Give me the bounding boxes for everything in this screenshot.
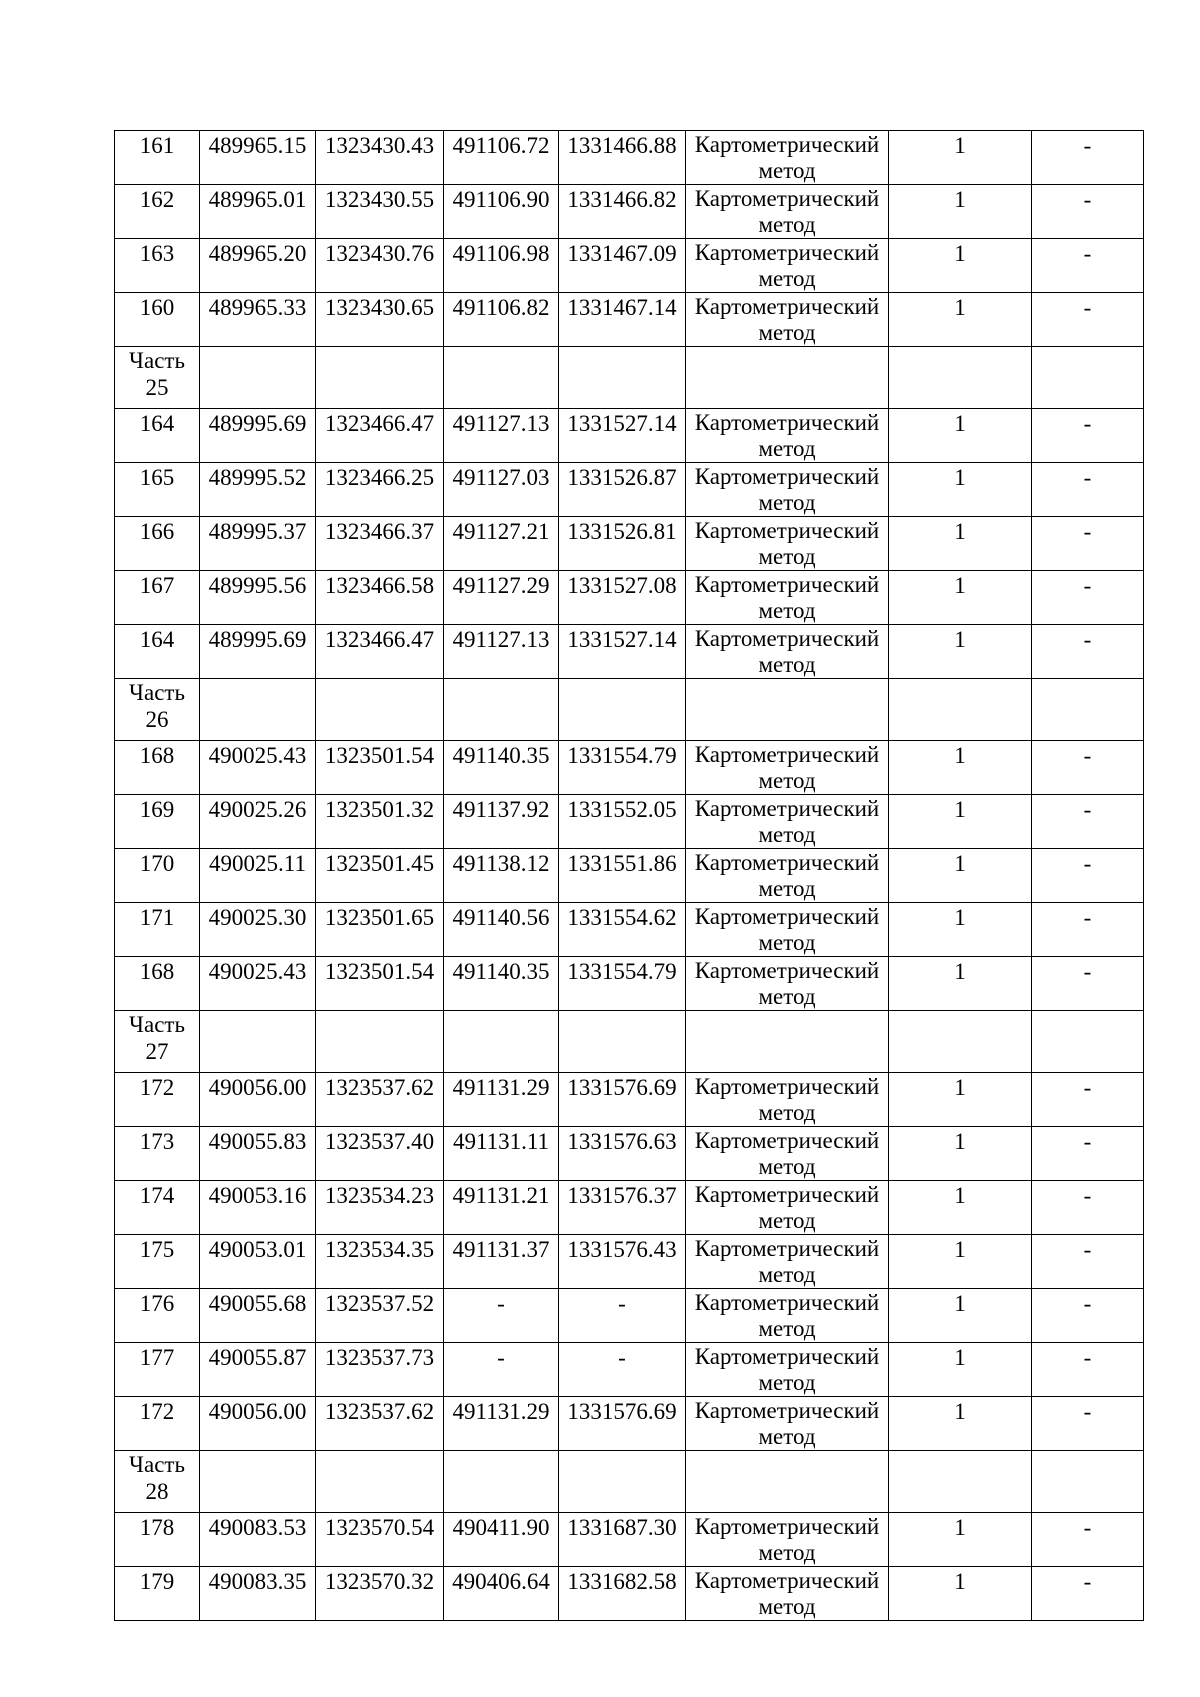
- point-number-cell: 168: [115, 957, 200, 1011]
- x-old-cell: 490025.43: [200, 741, 316, 795]
- method-cell: Картометрический метод: [686, 1235, 889, 1289]
- empty-cell: [200, 1011, 316, 1073]
- table-row: [115, 293, 1144, 347]
- point-number-cell: 168: [115, 741, 200, 795]
- empty-cell: [686, 1451, 889, 1513]
- method-cell: Картометрический метод: [686, 1397, 889, 1451]
- method-cell: Картометрический метод: [686, 1567, 889, 1621]
- x-old-cell: 489995.52: [200, 463, 316, 517]
- x-new-cell: 491131.37: [444, 1235, 559, 1289]
- table-row: [115, 463, 1144, 517]
- table-body: [115, 131, 1144, 1621]
- method-cell: Картометрический метод: [686, 1181, 889, 1235]
- point-number-cell: 179: [115, 1567, 200, 1621]
- method-cell: Картометрический метод: [686, 239, 889, 293]
- part-header-row: [115, 1011, 1144, 1073]
- part-header-row: [115, 347, 1144, 409]
- part-label-cell: [115, 347, 200, 409]
- y-new-cell: 1331554.62: [559, 903, 686, 957]
- accuracy-cell: 1: [889, 903, 1032, 957]
- table-row: [115, 131, 1144, 185]
- method-cell: Картометрический метод: [686, 131, 889, 185]
- y-new-cell: 1331551.86: [559, 849, 686, 903]
- note-cell: -: [1032, 1181, 1144, 1235]
- x-old-cell: 489965.20: [200, 239, 316, 293]
- x-new-cell: 491106.82: [444, 293, 559, 347]
- point-number-cell: 164: [115, 625, 200, 679]
- note-cell: -: [1032, 1343, 1144, 1397]
- part-number: 28: [145, 1479, 169, 1504]
- y-new-cell: 1331576.43: [559, 1235, 686, 1289]
- empty-cell: [316, 1451, 444, 1513]
- accuracy-cell: 1: [889, 849, 1032, 903]
- method-cell: Картометрический метод: [686, 1289, 889, 1343]
- table-row: [115, 1127, 1144, 1181]
- x-old-cell: 490053.01: [200, 1235, 316, 1289]
- table-row: [115, 409, 1144, 463]
- table-row: [115, 1235, 1144, 1289]
- part-label-cell: [115, 1451, 200, 1513]
- y-new-cell: 1331526.81: [559, 517, 686, 571]
- table-row: [115, 849, 1144, 903]
- table-row: [115, 1567, 1144, 1621]
- x-new-cell: 491127.13: [444, 409, 559, 463]
- accuracy-cell: 1: [889, 1235, 1032, 1289]
- x-old-cell: 490053.16: [200, 1181, 316, 1235]
- y-new-cell: 1331687.30: [559, 1513, 686, 1567]
- x-new-cell: 491138.12: [444, 849, 559, 903]
- part-label-cell: [115, 1011, 200, 1073]
- x-new-cell: 491127.21: [444, 517, 559, 571]
- note-cell: -: [1032, 741, 1144, 795]
- y-new-cell: 1331682.58: [559, 1567, 686, 1621]
- table-row: [115, 1343, 1144, 1397]
- y-new-cell: 1331466.88: [559, 131, 686, 185]
- empty-cell: [200, 347, 316, 409]
- y-old-cell: 1323537.73: [316, 1343, 444, 1397]
- y-old-cell: 1323537.62: [316, 1073, 444, 1127]
- y-new-cell: 1331466.82: [559, 185, 686, 239]
- note-cell: -: [1032, 1289, 1144, 1343]
- accuracy-cell: 1: [889, 409, 1032, 463]
- part-number: 27: [145, 1039, 169, 1064]
- accuracy-cell: 1: [889, 239, 1032, 293]
- method-cell: Картометрический метод: [686, 625, 889, 679]
- note-cell: -: [1032, 571, 1144, 625]
- empty-cell: [316, 679, 444, 741]
- method-cell: Картометрический метод: [686, 571, 889, 625]
- method-cell: Картометрический метод: [686, 1343, 889, 1397]
- accuracy-cell: 1: [889, 1343, 1032, 1397]
- x-old-cell: 490055.83: [200, 1127, 316, 1181]
- y-new-cell: 1331467.14: [559, 293, 686, 347]
- empty-cell: [889, 679, 1032, 741]
- table-row: [115, 571, 1144, 625]
- part-label-cell: [115, 679, 200, 741]
- accuracy-cell: 1: [889, 1397, 1032, 1451]
- table-row: [115, 1073, 1144, 1127]
- empty-cell: [444, 679, 559, 741]
- method-cell: Картометрический метод: [686, 517, 889, 571]
- x-old-cell: 490055.87: [200, 1343, 316, 1397]
- note-cell: -: [1032, 409, 1144, 463]
- accuracy-cell: 1: [889, 1567, 1032, 1621]
- method-cell: Картометрический метод: [686, 293, 889, 347]
- point-number-cell: 161: [115, 131, 200, 185]
- part-number: 26: [145, 707, 169, 732]
- y-new-cell: 1331554.79: [559, 741, 686, 795]
- point-number-cell: 178: [115, 1513, 200, 1567]
- note-cell: -: [1032, 131, 1144, 185]
- y-old-cell: 1323570.32: [316, 1567, 444, 1621]
- empty-cell: [686, 347, 889, 409]
- note-cell: -: [1032, 517, 1144, 571]
- x-new-cell: 491140.56: [444, 903, 559, 957]
- y-old-cell: 1323501.45: [316, 849, 444, 903]
- table-row: [115, 239, 1144, 293]
- table-row: [115, 1181, 1144, 1235]
- x-old-cell: 490025.43: [200, 957, 316, 1011]
- empty-cell: [444, 347, 559, 409]
- table-row: [115, 185, 1144, 239]
- y-old-cell: 1323430.43: [316, 131, 444, 185]
- y-old-cell: 1323501.54: [316, 957, 444, 1011]
- x-new-cell: -: [444, 1289, 559, 1343]
- note-cell: -: [1032, 1235, 1144, 1289]
- accuracy-cell: 1: [889, 571, 1032, 625]
- empty-cell: [1032, 679, 1144, 741]
- empty-cell: [1032, 1451, 1144, 1513]
- part-number: 25: [145, 375, 169, 400]
- point-number-cell: 172: [115, 1397, 200, 1451]
- x-new-cell: -: [444, 1343, 559, 1397]
- method-cell: Картометрический метод: [686, 849, 889, 903]
- x-new-cell: 491140.35: [444, 957, 559, 1011]
- point-number-cell: 162: [115, 185, 200, 239]
- x-old-cell: 489965.15: [200, 131, 316, 185]
- empty-cell: [316, 1011, 444, 1073]
- table-row: [115, 625, 1144, 679]
- x-new-cell: 491137.92: [444, 795, 559, 849]
- empty-cell: [889, 347, 1032, 409]
- y-old-cell: 1323466.58: [316, 571, 444, 625]
- y-new-cell: 1331554.79: [559, 957, 686, 1011]
- x-old-cell: 490056.00: [200, 1073, 316, 1127]
- y-old-cell: 1323537.62: [316, 1397, 444, 1451]
- point-number-cell: 175: [115, 1235, 200, 1289]
- empty-cell: [200, 1451, 316, 1513]
- y-old-cell: 1323537.40: [316, 1127, 444, 1181]
- note-cell: -: [1032, 625, 1144, 679]
- point-number-cell: 166: [115, 517, 200, 571]
- y-new-cell: 1331526.87: [559, 463, 686, 517]
- point-number-cell: 167: [115, 571, 200, 625]
- accuracy-cell: 1: [889, 795, 1032, 849]
- method-cell: Картометрический метод: [686, 1127, 889, 1181]
- point-number-cell: 176: [115, 1289, 200, 1343]
- x-old-cell: 489995.69: [200, 409, 316, 463]
- y-new-cell: 1331576.63: [559, 1127, 686, 1181]
- note-cell: -: [1032, 293, 1144, 347]
- x-old-cell: 490056.00: [200, 1397, 316, 1451]
- method-cell: Картометрический метод: [686, 903, 889, 957]
- empty-cell: [559, 347, 686, 409]
- accuracy-cell: 1: [889, 1289, 1032, 1343]
- y-old-cell: 1323430.65: [316, 293, 444, 347]
- empty-cell: [889, 1451, 1032, 1513]
- table-row: [115, 957, 1144, 1011]
- accuracy-cell: 1: [889, 517, 1032, 571]
- x-new-cell: 491127.29: [444, 571, 559, 625]
- method-cell: Картометрический метод: [686, 1513, 889, 1567]
- point-number-cell: 177: [115, 1343, 200, 1397]
- empty-cell: [559, 679, 686, 741]
- y-new-cell: 1331576.69: [559, 1073, 686, 1127]
- x-new-cell: 491106.90: [444, 185, 559, 239]
- point-number-cell: 172: [115, 1073, 200, 1127]
- empty-cell: [889, 1011, 1032, 1073]
- note-cell: -: [1032, 185, 1144, 239]
- point-number-cell: 170: [115, 849, 200, 903]
- y-old-cell: 1323534.23: [316, 1181, 444, 1235]
- empty-cell: [686, 1011, 889, 1073]
- method-cell: Картометрический метод: [686, 185, 889, 239]
- y-old-cell: 1323466.47: [316, 625, 444, 679]
- accuracy-cell: 1: [889, 957, 1032, 1011]
- y-new-cell: 1331527.08: [559, 571, 686, 625]
- y-new-cell: -: [559, 1289, 686, 1343]
- accuracy-cell: 1: [889, 1127, 1032, 1181]
- accuracy-cell: 1: [889, 625, 1032, 679]
- accuracy-cell: 1: [889, 131, 1032, 185]
- note-cell: -: [1032, 903, 1144, 957]
- part-label: Часть: [129, 1012, 185, 1037]
- x-new-cell: 490406.64: [444, 1567, 559, 1621]
- x-new-cell: 491106.72: [444, 131, 559, 185]
- x-new-cell: 491131.21: [444, 1181, 559, 1235]
- note-cell: -: [1032, 1127, 1144, 1181]
- x-new-cell: 491140.35: [444, 741, 559, 795]
- part-header-row: [115, 679, 1144, 741]
- y-new-cell: 1331527.14: [559, 409, 686, 463]
- empty-cell: [1032, 1011, 1144, 1073]
- x-old-cell: 490055.68: [200, 1289, 316, 1343]
- table-row: [115, 795, 1144, 849]
- y-old-cell: 1323570.54: [316, 1513, 444, 1567]
- accuracy-cell: 1: [889, 463, 1032, 517]
- note-cell: -: [1032, 1073, 1144, 1127]
- x-old-cell: 490025.11: [200, 849, 316, 903]
- table-row: [115, 903, 1144, 957]
- method-cell: Картометрический метод: [686, 1073, 889, 1127]
- x-new-cell: 491127.03: [444, 463, 559, 517]
- y-new-cell: 1331467.09: [559, 239, 686, 293]
- accuracy-cell: 1: [889, 1073, 1032, 1127]
- x-old-cell: 489995.37: [200, 517, 316, 571]
- part-label: Часть: [129, 1452, 185, 1477]
- accuracy-cell: 1: [889, 185, 1032, 239]
- method-cell: Картометрический метод: [686, 957, 889, 1011]
- accuracy-cell: 1: [889, 1513, 1032, 1567]
- method-cell: Картометрический метод: [686, 795, 889, 849]
- empty-cell: [559, 1011, 686, 1073]
- note-cell: -: [1032, 1397, 1144, 1451]
- x-old-cell: 490083.35: [200, 1567, 316, 1621]
- y-old-cell: 1323430.76: [316, 239, 444, 293]
- empty-cell: [559, 1451, 686, 1513]
- empty-cell: [444, 1011, 559, 1073]
- x-old-cell: 489995.56: [200, 571, 316, 625]
- method-cell: Картометрический метод: [686, 409, 889, 463]
- point-number-cell: 165: [115, 463, 200, 517]
- note-cell: -: [1032, 849, 1144, 903]
- x-old-cell: 490025.30: [200, 903, 316, 957]
- y-new-cell: 1331576.37: [559, 1181, 686, 1235]
- point-number-cell: 164: [115, 409, 200, 463]
- part-label: Часть: [129, 680, 185, 705]
- empty-cell: [1032, 347, 1144, 409]
- table-row: [115, 517, 1144, 571]
- coordinates-table: [114, 130, 1144, 1621]
- x-old-cell: 489965.33: [200, 293, 316, 347]
- note-cell: -: [1032, 795, 1144, 849]
- y-new-cell: 1331527.14: [559, 625, 686, 679]
- x-new-cell: 491131.11: [444, 1127, 559, 1181]
- x-old-cell: 489995.69: [200, 625, 316, 679]
- method-cell: Картометрический метод: [686, 741, 889, 795]
- point-number-cell: 174: [115, 1181, 200, 1235]
- empty-cell: [686, 679, 889, 741]
- point-number-cell: 163: [115, 239, 200, 293]
- table-row: [115, 741, 1144, 795]
- accuracy-cell: 1: [889, 293, 1032, 347]
- empty-cell: [444, 1451, 559, 1513]
- y-old-cell: 1323501.54: [316, 741, 444, 795]
- y-new-cell: 1331576.69: [559, 1397, 686, 1451]
- point-number-cell: 171: [115, 903, 200, 957]
- x-new-cell: 491106.98: [444, 239, 559, 293]
- point-number-cell: 173: [115, 1127, 200, 1181]
- x-old-cell: 489965.01: [200, 185, 316, 239]
- part-header-row: [115, 1451, 1144, 1513]
- note-cell: -: [1032, 1567, 1144, 1621]
- empty-cell: [200, 679, 316, 741]
- empty-cell: [316, 347, 444, 409]
- part-label: Часть: [129, 348, 185, 373]
- note-cell: -: [1032, 957, 1144, 1011]
- accuracy-cell: 1: [889, 741, 1032, 795]
- y-old-cell: 1323501.65: [316, 903, 444, 957]
- y-old-cell: 1323430.55: [316, 185, 444, 239]
- y-old-cell: 1323466.25: [316, 463, 444, 517]
- accuracy-cell: 1: [889, 1181, 1032, 1235]
- table-row: [115, 1289, 1144, 1343]
- note-cell: -: [1032, 1513, 1144, 1567]
- y-old-cell: 1323534.35: [316, 1235, 444, 1289]
- x-new-cell: 491127.13: [444, 625, 559, 679]
- x-new-cell: 491131.29: [444, 1397, 559, 1451]
- x-old-cell: 490025.26: [200, 795, 316, 849]
- y-old-cell: 1323466.37: [316, 517, 444, 571]
- y-old-cell: 1323466.47: [316, 409, 444, 463]
- x-new-cell: 491131.29: [444, 1073, 559, 1127]
- y-new-cell: -: [559, 1343, 686, 1397]
- point-number-cell: 169: [115, 795, 200, 849]
- x-old-cell: 490083.53: [200, 1513, 316, 1567]
- point-number-cell: 160: [115, 293, 200, 347]
- y-new-cell: 1331552.05: [559, 795, 686, 849]
- note-cell: -: [1032, 239, 1144, 293]
- note-cell: -: [1032, 463, 1144, 517]
- y-old-cell: 1323501.32: [316, 795, 444, 849]
- x-new-cell: 490411.90: [444, 1513, 559, 1567]
- method-cell: Картометрический метод: [686, 463, 889, 517]
- table-row: [115, 1513, 1144, 1567]
- table-row: [115, 1397, 1144, 1451]
- y-old-cell: 1323537.52: [316, 1289, 444, 1343]
